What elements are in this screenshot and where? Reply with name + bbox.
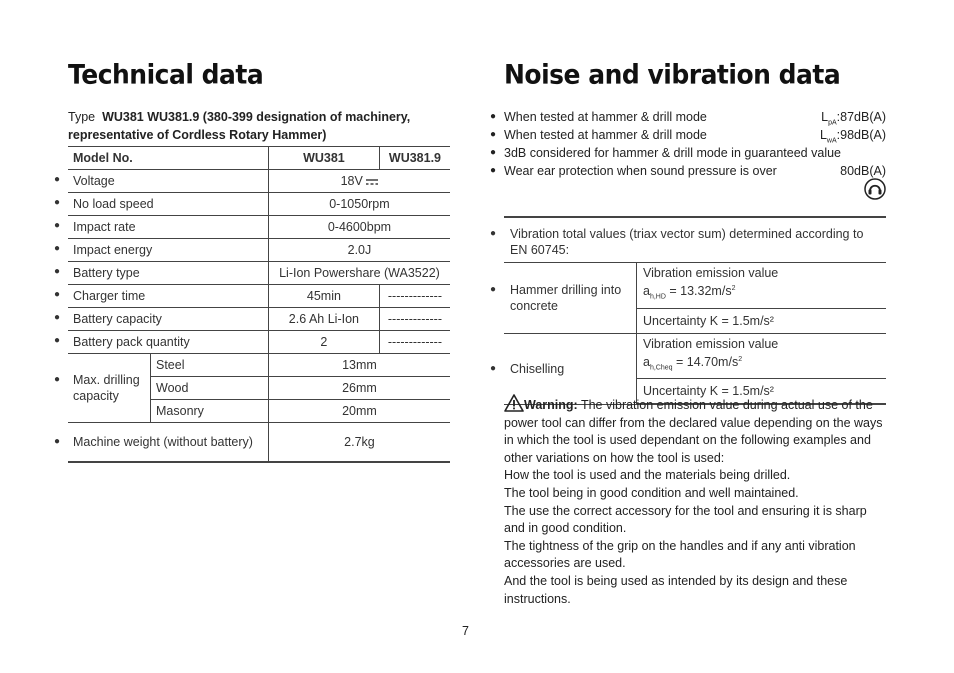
row-label: Impact rate [73,220,136,234]
vibration-table [490,216,886,405]
bullet-icon: ● [54,220,61,231]
noise-list [490,108,886,180]
noise-value: 80dB(A) [840,164,886,178]
row-value: 2.6 Ah Li-Ion [268,308,379,331]
table-row [68,331,450,354]
table-row [68,193,450,216]
warning-line: The use the correct accessory for the tool and ensuring it is sharp and in good condition. [504,503,867,536]
row-label: Impact energy [73,243,153,257]
technical-data-table [54,146,450,463]
material-value: 26mm [268,377,450,400]
emission-label: Vibration emission value [643,336,779,351]
bullet-icon: ● [490,165,497,176]
row-value: 2 [268,331,379,354]
bullet-icon: ● [54,374,61,385]
table-row [504,263,886,309]
noise-text: When tested at hammer & drill mode [504,128,707,142]
vibration-mode-label: Chiselling [510,361,565,376]
type-value: WU381 WU381.9 (380-399 designation of machinery, representative of Cordless Rotary Hammer) [68,110,411,142]
dc-voltage-icon [366,178,378,186]
row-value-2: ------------- [379,308,450,331]
emission-value [643,354,743,372]
table-row [68,423,450,463]
header-wu381: WU381 [268,147,379,170]
table-row [68,239,450,262]
table-row [68,216,450,239]
bullet-icon: ● [54,243,61,254]
warning-block [504,394,886,608]
table-header-row [68,147,450,170]
bullet-icon: ● [490,111,497,122]
bullet-icon: ● [54,312,61,323]
bullet-icon: ● [490,147,497,158]
emission-label: Vibration emission value [643,266,779,280]
material-label: Masonry [151,400,269,423]
row-label: Voltage [73,174,115,188]
row-value: 18V [340,174,363,188]
list-item [490,126,886,144]
value-prefix: L [821,110,829,124]
value-suffix: :98dB(A) [836,128,886,142]
uncertainty-value: Uncertainty K = 1.5m/s² [637,308,887,333]
row-label: Battery capacity [73,312,162,326]
bullet-icon: ● [490,129,497,140]
table-row [68,170,450,193]
warning-line: How the tool is used and the materials being drilled. [504,468,791,483]
warning-line: The tool being in good condition and well maintained. [504,485,799,500]
bullet-icon: ● [490,228,497,239]
emission-symbol: a [643,284,650,299]
bullet-icon: ● [490,362,497,374]
emission-sup: 2 [738,355,743,363]
row-value: 0-1050rpm [268,193,450,216]
noise-text: When tested at hammer & drill mode [504,110,707,124]
page-title-technical-data: Technical data [68,59,264,90]
warning-line: The tightness of the grip on the handles and if any anti vibration accessories are used. [504,538,856,571]
page-number: 7 [462,624,469,638]
emission-symbol: a [643,354,650,369]
noise-text: Wear ear protection when sound pressure is over [504,164,777,178]
value-suffix: :87dB(A) [836,110,886,124]
row-value: 0-4600bpm [268,216,450,239]
weight-label: Machine weight (without battery) [73,435,253,449]
material-value: 20mm [268,400,450,423]
bullet-icon: ● [54,289,61,300]
list-item [490,108,886,126]
table-row [68,354,450,377]
header-model-no: Model No. [68,147,268,170]
header-wu381-9: WU381.9 [379,147,450,170]
row-label: No load speed [73,197,154,211]
emission-sub: h,Cheq [649,364,673,372]
row-value-2: ------------- [379,285,450,308]
row-value: Li-Ion Powershare (WA3522) [268,262,450,285]
warning-text: The vibration emission value during actual use of the power tool can differ from the declared value depending on the ways in which the tool is used dependant on the following examples and other variations on how the tool is used: [504,398,883,465]
table-row [68,262,450,285]
emission-number: = 13.32m/s [665,284,732,299]
warning-line: And the tool is being used as intended by its design and these instructions. [504,573,848,606]
material-value: 13mm [268,354,450,377]
row-value: 2.0J [268,239,450,262]
row-value: 45min [268,285,379,308]
emission-number: = 14.70m/s [672,354,739,369]
bullet-icon: ● [54,266,61,277]
weight-value: 2.7kg [268,423,450,463]
table-row [68,308,450,331]
value-sub: wA [826,137,837,145]
table-row [504,217,886,263]
emission-value [643,284,736,301]
uncertainty-value: Uncertainty K = 1.5m/s² [637,379,887,405]
list-item [490,162,886,180]
list-item [490,144,886,162]
drilling-capacity-label: Max. drilling capacity [73,373,140,403]
bullet-icon: ● [490,283,497,295]
type-line [68,108,448,144]
page-title-noise-vibration: Noise and vibration data [504,59,841,90]
row-label: Battery pack quantity [73,335,190,349]
vibration-mode-label: Hammer drilling into concrete [510,282,622,313]
material-label: Steel [151,354,269,377]
warning-triangle-icon [504,394,524,412]
bullet-icon: ● [54,335,61,346]
warning-paragraph [504,394,886,467]
emission-sup: 2 [731,285,736,292]
table-row [68,285,450,308]
emission-sub: h,HD [649,293,666,301]
value-sub: pA [828,119,837,127]
value-prefix: L [819,128,827,142]
bullet-icon: ● [54,174,61,185]
type-label: Type [68,110,96,124]
row-label: Charger time [73,289,146,303]
ear-protection-icon [864,178,886,200]
warning-label: Warning: [524,398,578,412]
row-value-2: ------------- [379,331,450,354]
noise-text: 3dB considered for hammer & drill mode in guaranteed value [504,146,841,160]
bullet-icon: ● [54,436,61,447]
material-label: Wood [151,377,269,400]
table-row [504,333,886,379]
bullet-icon: ● [54,197,61,208]
row-label: Battery type [73,266,140,280]
vibration-intro: Vibration total values (triax vector sum) determined according to EN 60745: [510,227,864,257]
